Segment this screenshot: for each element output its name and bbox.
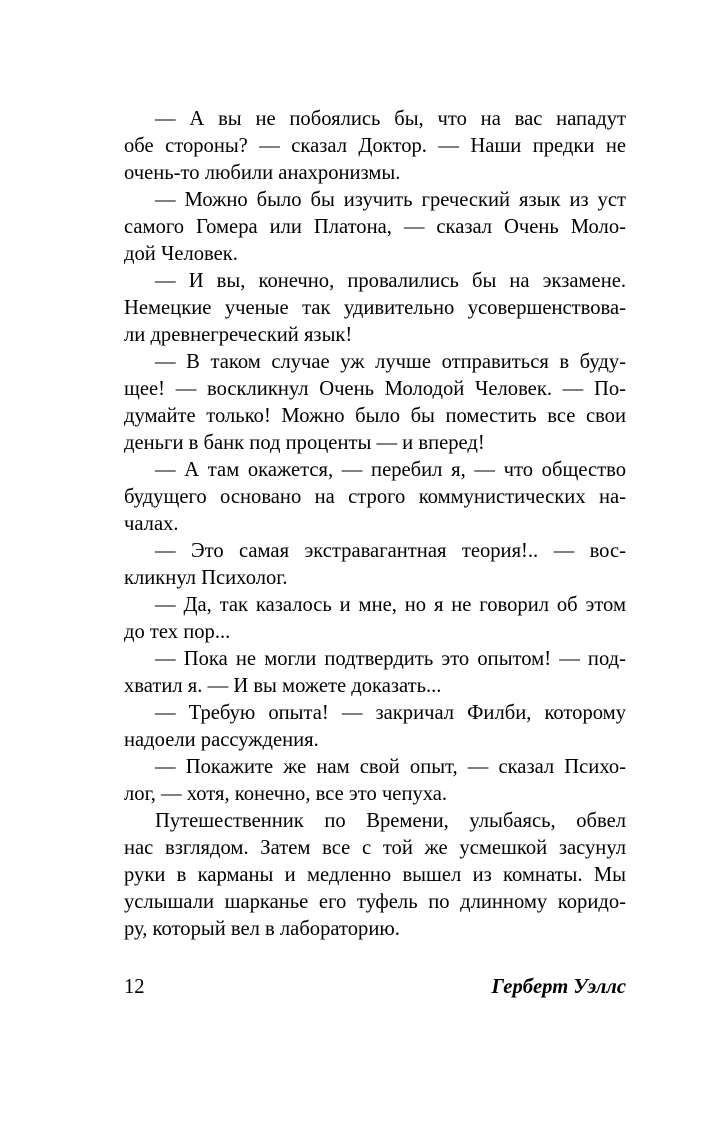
- text-line: ру, который вел в лабораторию.: [124, 918, 400, 940]
- page-number: 12: [124, 976, 145, 998]
- text-line: — Это самая экстравагантная теория!.. — вос-: [155, 540, 626, 562]
- text-line: — А вы не побоялись бы, что на вас нападут: [155, 108, 626, 130]
- text-line: нас взглядом. Затем все с той же усмешкой засунул: [124, 837, 626, 859]
- text-line: лог, — хотя, конечно, все это чепуха.: [124, 783, 448, 805]
- text-line: обе стороны? — сказал Доктор. — Наши предки не: [124, 135, 626, 157]
- text-line: ли древнегреческий язык!: [124, 324, 353, 346]
- text-line: кликнул Психолог.: [124, 567, 288, 589]
- page-text: [124, 106, 626, 943]
- text-line: — Да, так казалось и мне, но я не говорил об этом: [155, 594, 626, 616]
- page-footer: [124, 973, 626, 1001]
- text-line: — Покажите же нам свой опыт, — сказал Психо-: [155, 756, 626, 778]
- text-line: самого Гомера или Платона, — сказал Очень Моло-: [124, 216, 626, 238]
- text-line: Путешественник по Времени, улыбаясь, обвел: [155, 810, 626, 832]
- text-line: думайте только! Можно было бы поместить все свои: [124, 405, 626, 427]
- text-line: руки в карманы и медленно вышел из комнаты. Мы: [124, 864, 626, 886]
- text-line: деньги в банк под проценты — и вперед!: [124, 432, 485, 454]
- text-line: будущего основано на строго коммунистических на-: [124, 486, 626, 508]
- text-line: — Можно было бы изучить греческий язык из уст: [155, 189, 626, 211]
- text-line: — А там окажется, — перебил я, — что общество: [155, 459, 626, 481]
- text-line: чалах.: [124, 513, 179, 535]
- text-line: очень-то любили анахронизмы.: [124, 162, 401, 184]
- text-line: — И вы, конечно, провалились бы на экзамене.: [155, 270, 626, 292]
- text-line: — Требую опыта! — закричал Филби, которому: [155, 702, 626, 724]
- text-line: — Пока не могли подтвердить это опытом! — под-: [155, 648, 626, 670]
- text-line: до тех пор...: [124, 621, 231, 643]
- text-line: дой Человек.: [124, 243, 238, 265]
- text-line: — В таком случае уж лучше отправиться в буду-: [155, 351, 626, 373]
- running-author: Герберт Уэллс: [491, 976, 626, 998]
- text-line: Немецкие ученые так удивительно усовершенствова-: [124, 297, 626, 319]
- text-line: услышали шарканье его туфель по длинному коридо-: [124, 891, 626, 913]
- text-line: надоели рассуждения.: [124, 729, 319, 751]
- text-line: щее! — воскликнул Очень Молодой Человек. — По-: [124, 378, 626, 400]
- text-line: хватил я. — И вы можете доказать...: [124, 675, 442, 697]
